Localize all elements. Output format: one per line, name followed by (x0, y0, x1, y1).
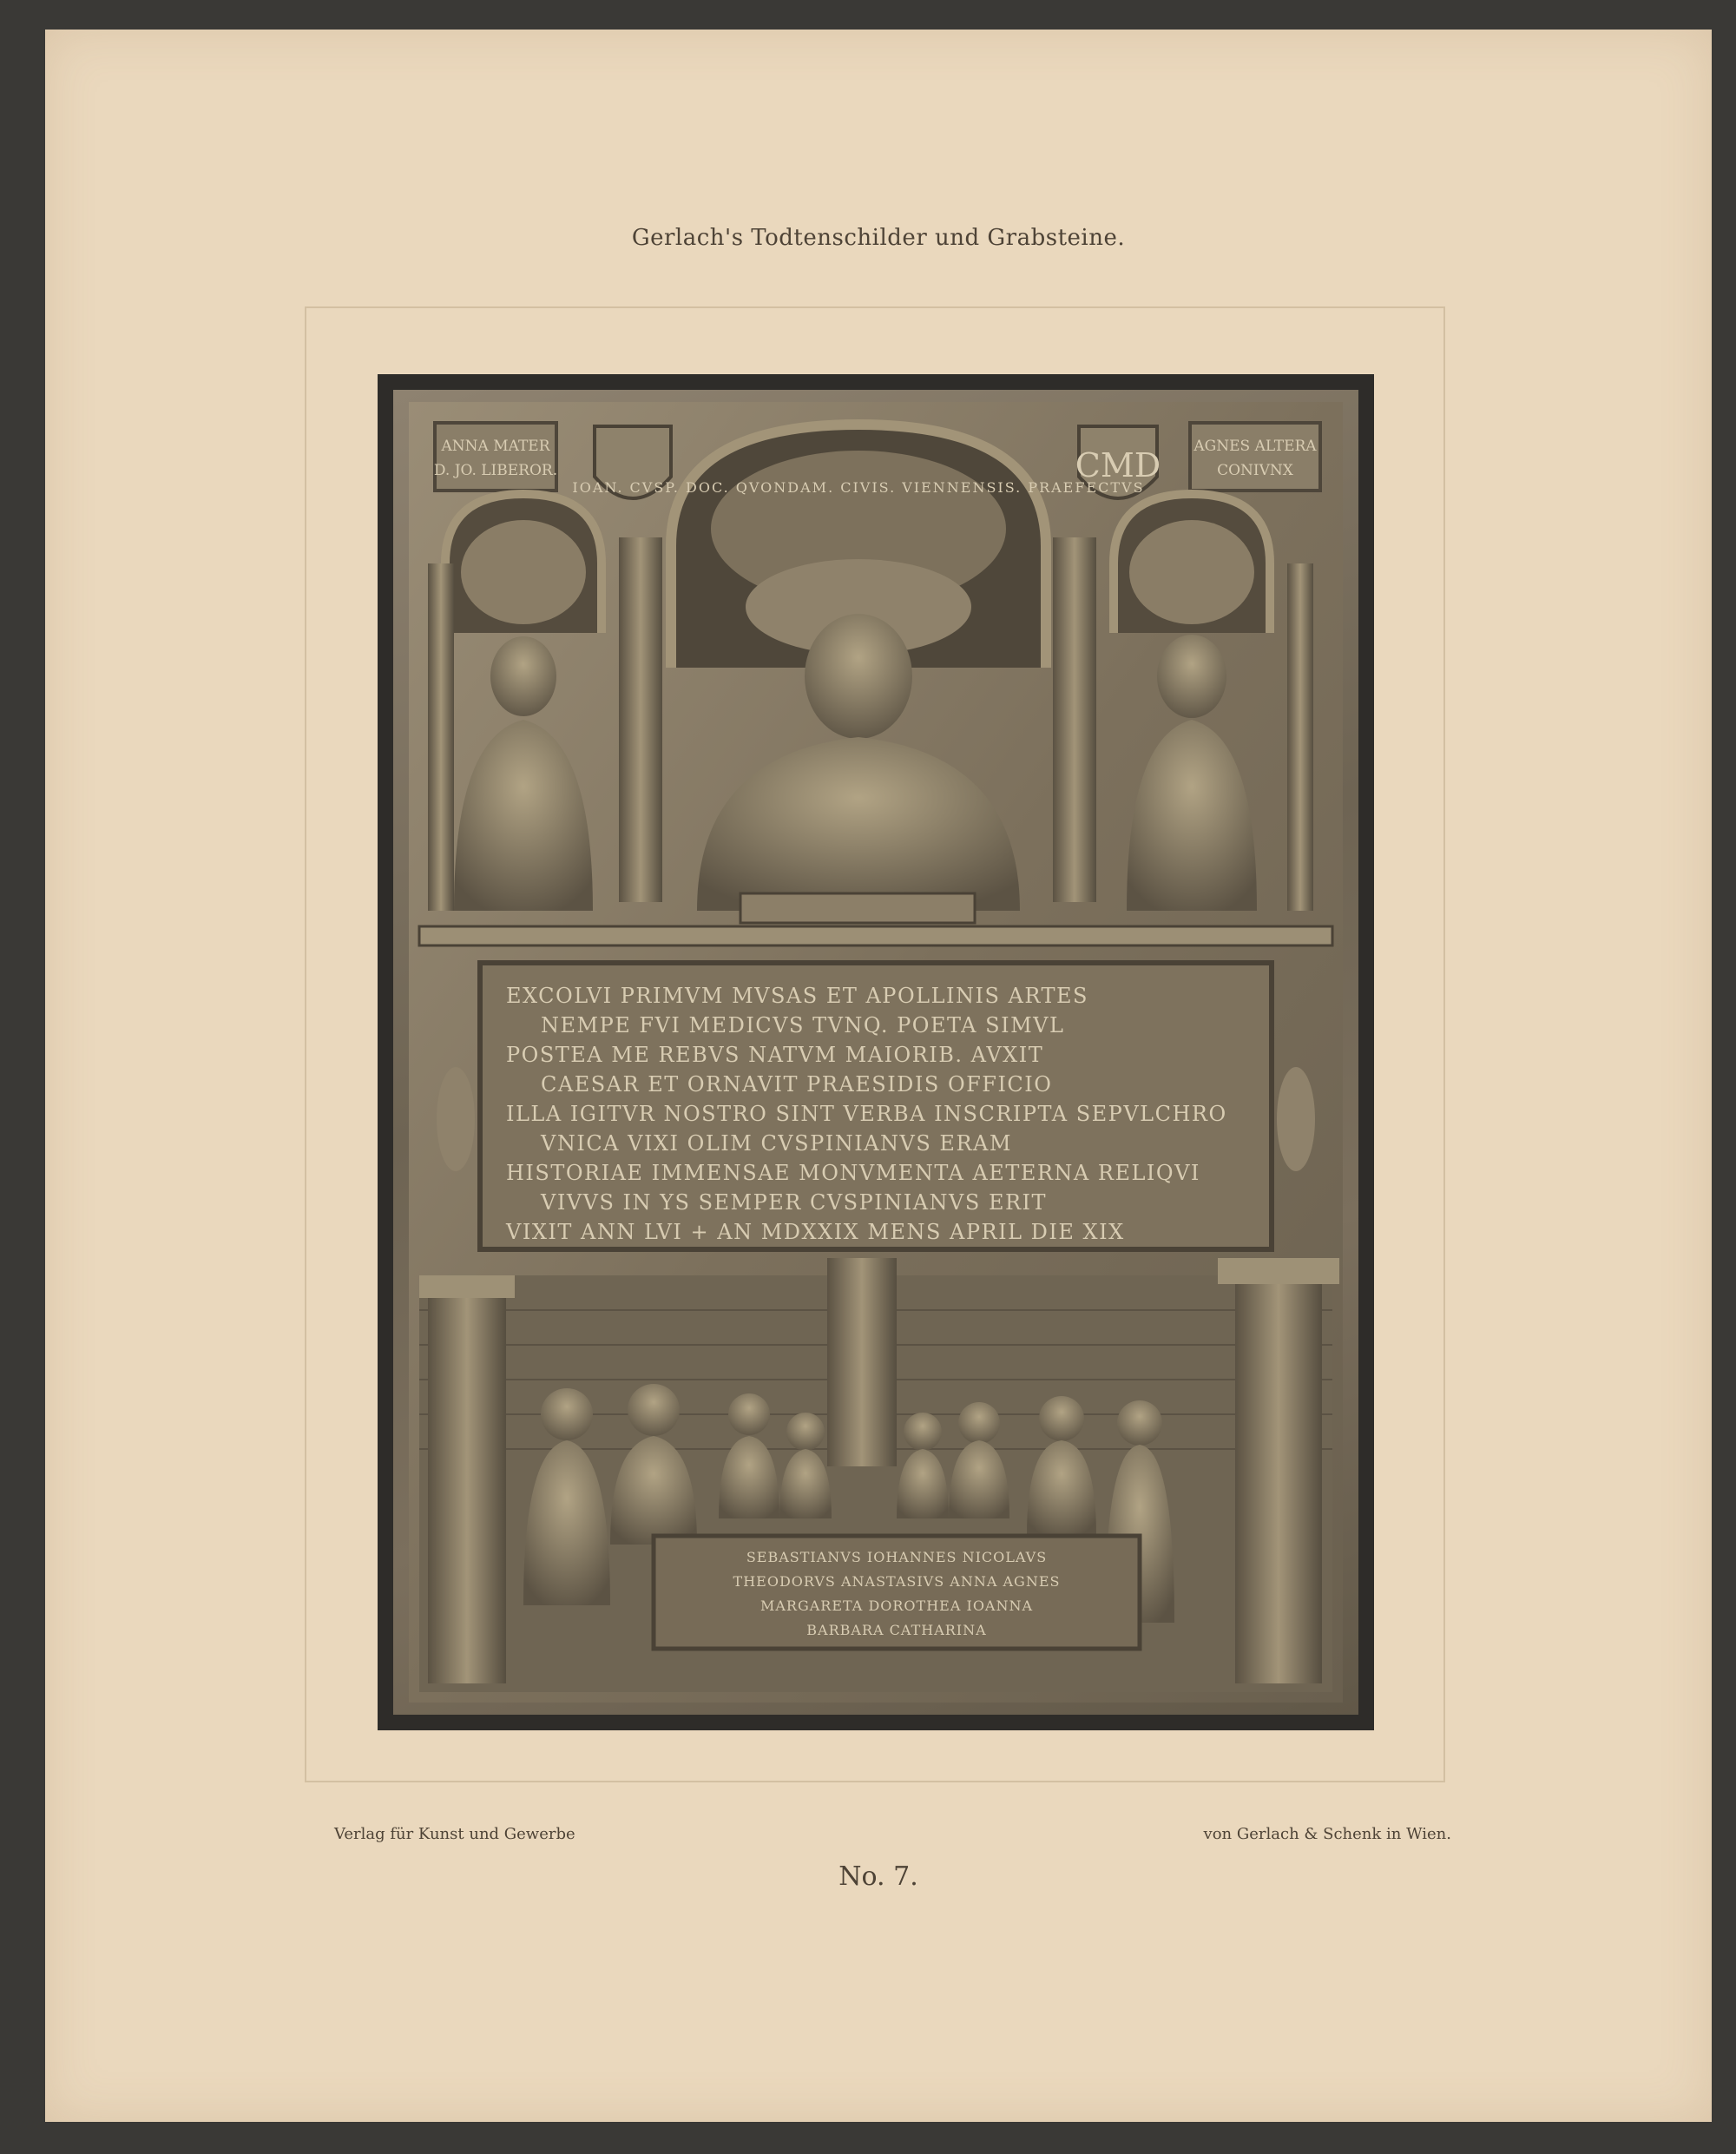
inscription-line-8: VIVVS IN YS SEMPER CVSPINIANVS ERIT (541, 1190, 1048, 1215)
column-upper-2 (1053, 537, 1096, 902)
scroll-ornament-right-icon (1277, 1067, 1315, 1171)
tablet-top-left-line-1: ANNA MATER (441, 438, 550, 455)
column-upper-outer-right (1287, 563, 1313, 911)
epitaph-photograph (393, 390, 1358, 1715)
tablet-top-left-line-2: D. JO. LIBEROR. (433, 462, 558, 479)
column-lower-center (827, 1258, 897, 1466)
epitaph-relief (393, 390, 1358, 1715)
tablet-top-right-line-1: AGNES ALTERA (1194, 438, 1317, 455)
inscription-line-1: EXCOLVI PRIMVM MVSAS ET APOLLINIS ARTES (506, 984, 1088, 1008)
column-upper-1 (619, 537, 662, 902)
inscription-line-3: POSTEA ME REBVS NATVM MAIORIB. AVXIT (506, 1043, 1044, 1067)
column-lower-left-capital (419, 1275, 515, 1298)
lower-tablet-line-2: THEODORVS ANASTASIVS ANNA AGNES (733, 1573, 1061, 1590)
plate-number: No. 7. (838, 1861, 918, 1892)
column-lower-right-capital (1218, 1258, 1339, 1284)
inscription-line-6: VNICA VIXI OLIM CVSPINIANVS ERAM (541, 1131, 1012, 1156)
shell-niche-left (461, 520, 586, 624)
tablet-top-right (1190, 423, 1320, 491)
shell-niche-right (1129, 520, 1254, 624)
publisher-left: Verlag für Kunst und Gewerbe (334, 1825, 575, 1843)
inscription-line-7: HISTORIAE IMMENSAE MONVMENTA AETERNA RELIQVI (506, 1161, 1200, 1185)
cornice (419, 926, 1332, 945)
tablet-top-left (435, 423, 556, 491)
lower-tablet-line-1: SEBASTIANVS IOHANNES NICOLAVS (746, 1549, 1048, 1565)
column-upper-outer-left (428, 563, 454, 911)
photo-mount (378, 374, 1374, 1730)
lower-tablet-line-3: MARGARETA DOROTHEA IOANNA (760, 1597, 1034, 1614)
column-lower-left (428, 1284, 506, 1683)
publisher-right: von Gerlach & Schenk in Wien. (1203, 1825, 1451, 1843)
column-lower-right (1235, 1267, 1322, 1683)
inscription-line-4: CAESAR ET ORNAVIT PRAESIDIS OFFICIO (541, 1072, 1053, 1097)
arch-inscription: IOAN. CVSP. DOC. QVONDAM. CIVIS. VIENNENSIS. PRAEFECTVS (572, 479, 1145, 496)
tablet-top-right-line-2: CONIVNX (1217, 462, 1293, 479)
inscription-line-2: NEMPE FVI MEDICVS TVNQ. POETA SIMVL (541, 1013, 1065, 1037)
paper-sheet (45, 30, 1712, 2122)
scroll-ornament-left-icon (437, 1067, 475, 1171)
monogram: CMD (1075, 446, 1161, 484)
page-title: Gerlach's Todtenschilder und Grabsteine. (631, 225, 1126, 251)
inscription-line-9: VIXIT ANN LVI + AN MDXXIX MENS APRIL DIE XIX (506, 1220, 1125, 1244)
inscription-line-5: ILLA IGITVR NOSTRO SINT VERBA INSCRIPTA SEPVLCHRO (506, 1102, 1227, 1126)
lower-tablet-line-4: BARBARA CATHARINA (806, 1622, 987, 1638)
